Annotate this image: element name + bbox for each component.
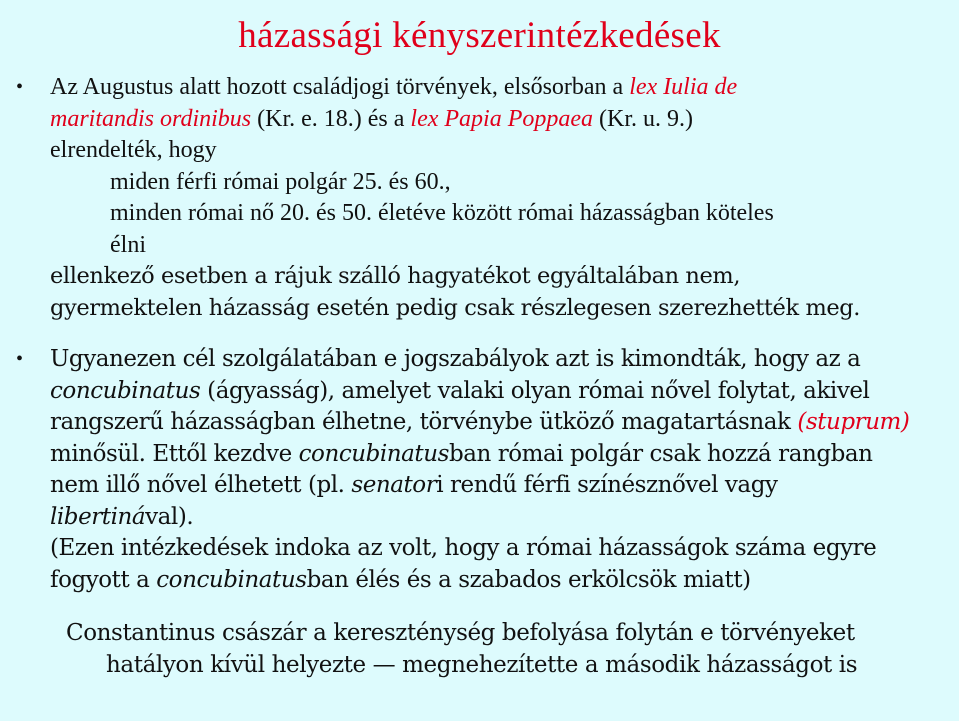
text-span: nem illő nővel élhetett (pl.: [50, 472, 352, 498]
bullet-1-text: [50, 72, 930, 324]
law-name: lex Iulia de: [629, 74, 738, 100]
latin-term: senator: [351, 472, 437, 498]
text-span: ban élés és a szabados erkölcsök miatt): [306, 566, 751, 593]
latin-term: (stuprum): [797, 409, 910, 435]
text-span: minősül. Ettől kezdve: [50, 440, 299, 467]
text-line: (Ezen intézkedések indoka az volt, hogy a római házasságok száma egyre: [50, 535, 877, 561]
bullet-dot: •: [16, 76, 24, 98]
text-span: val).: [145, 503, 194, 530]
text-span: fogyott a: [50, 566, 157, 593]
latin-term: concubinatus: [156, 566, 307, 593]
text-span: rangszerű házasságban élhetne, törvénybe ütköző magatartásnak: [50, 409, 798, 435]
bullet-dot: •: [16, 348, 24, 370]
text-line: élni: [110, 231, 146, 258]
text-line: Constantinus császár a kereszténység befolyása folytán e törvényeket: [66, 620, 855, 646]
text-span: Az Augustus alatt hozott családjogi törvények, elsősorban a: [50, 74, 630, 100]
bullet-2-text: [50, 344, 940, 596]
latin-term: libertiná: [50, 503, 146, 530]
text-line: Ugyanezen cél szolgálatában e jogszabályok azt is kimondták, hogy az a: [50, 346, 861, 372]
text-line: elrendelték, hogy: [50, 137, 217, 163]
text-line: minden római nő 20. és 50. életéve között római házasságban köteles: [110, 200, 774, 226]
slide-title: házassági kényszerintézkedések: [238, 15, 721, 56]
law-name: maritandis ordinibus: [50, 105, 252, 132]
text-line: hatályon kívül helyezte — megnehezítette a második házasságot is: [106, 651, 858, 678]
text-line: miden férfi római polgár 25. és 60.,: [110, 168, 451, 195]
text-line: ellenkező esetben a rájuk szálló hagyatékot egyáltalában nem,: [50, 263, 741, 289]
latin-term: concubinatus: [298, 440, 449, 467]
text-span: (Kr. u. 9.): [593, 105, 694, 132]
text-span: (Kr. e. 18.) és a: [251, 105, 411, 132]
text-line: gyermektelen házasság esetén pedig csak részlegesen szerezhették meg.: [50, 294, 861, 321]
text-span: i rendű férfi színésznővel vagy: [436, 472, 778, 498]
law-name: lex Papia Poppaea: [410, 105, 594, 132]
conclusion-text: [66, 618, 886, 681]
latin-term: concubinatus: [50, 377, 201, 404]
text-span: (ágyasság), amelyet valaki olyan római nővel folytat, akivel: [200, 377, 870, 404]
text-span: ban római polgár csak hozzá rangban: [448, 440, 873, 467]
